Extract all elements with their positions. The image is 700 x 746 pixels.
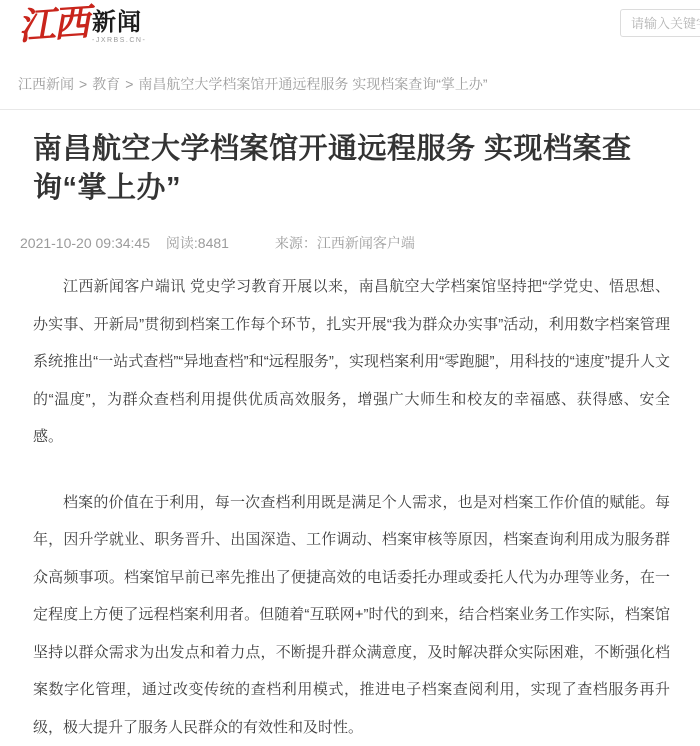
publish-datetime: 2021-10-20 09:34:45 (20, 235, 150, 251)
article-source: 来源：江西新闻客户端 (275, 235, 415, 251)
article-body (0, 268, 700, 746)
breadcrumb-separator: > (79, 76, 87, 92)
logo-jiangxi-text: 江西 (17, 2, 90, 47)
view-count: 阅读:8481 (166, 235, 229, 251)
breadcrumb-link-category[interactable]: 教育 (92, 76, 120, 92)
site-logo[interactable] (18, 4, 146, 44)
breadcrumb-separator: > (125, 76, 133, 92)
article-paragraph: 江西新闻客户端讯 党史学习教育开展以来，南昌航空大学档案馆坚持把“学党史、悟思想、办实事、开新局”贯彻到档案工作每个环节，扎实开展“我为群众办实事”活动，利用数字档案管理系统推出“一站式查档”“异地查档”和“远程服务”，实现档案利用“零跑腿”，用科技的“速度”提升人文的“温度”，为群众查档利用提供优质高效服务，增强广大师生和校友的幸福感、获得感、安全感。 (33, 268, 670, 456)
site-header (0, 0, 700, 60)
header-divider (0, 109, 700, 110)
article-meta (20, 233, 700, 253)
logo-domain-subtext: -JXRBS.CN- (92, 37, 146, 44)
logo-right-block (92, 10, 146, 44)
breadcrumb-current-page: 南昌航空大学档案馆开通远程服务 实现档案查询“掌上办” (138, 76, 487, 92)
breadcrumb-link-home[interactable]: 江西新闻 (18, 76, 74, 92)
logo-xinwen-text: 新闻 (92, 10, 146, 36)
search-input[interactable] (620, 9, 700, 37)
breadcrumb (0, 60, 700, 109)
article-title: 南昌航空大学档案馆开通远程服务 实现档案查询“掌上办” (33, 130, 633, 208)
article-paragraph: 档案的价值在于利用，每一次查档利用既是满足个人需求，也是对档案工作价值的赋能。每年，因升学就业、职务晋升、出国深造、工作调动、档案审核等原因，档案查询利用成为服务群众高频事项。档案馆早前已率先推出了便捷高效的电话委托办理或委托人代为办理等业务，在一定程度上方便了远程档案利用者。但随着“互联网+”时代的到来，结合档案业务工作实际，档案馆坚持以群众需求为出发点和着力点，不断提升群众满意度，及时解决群众实际困难，不断强化档案数字化管理，通过改变传统的查档利用模式，推进电子档案查阅利用，实现了查档服务再升级，极大提升了服务人民群众的有效性和及时性。 (33, 484, 670, 746)
